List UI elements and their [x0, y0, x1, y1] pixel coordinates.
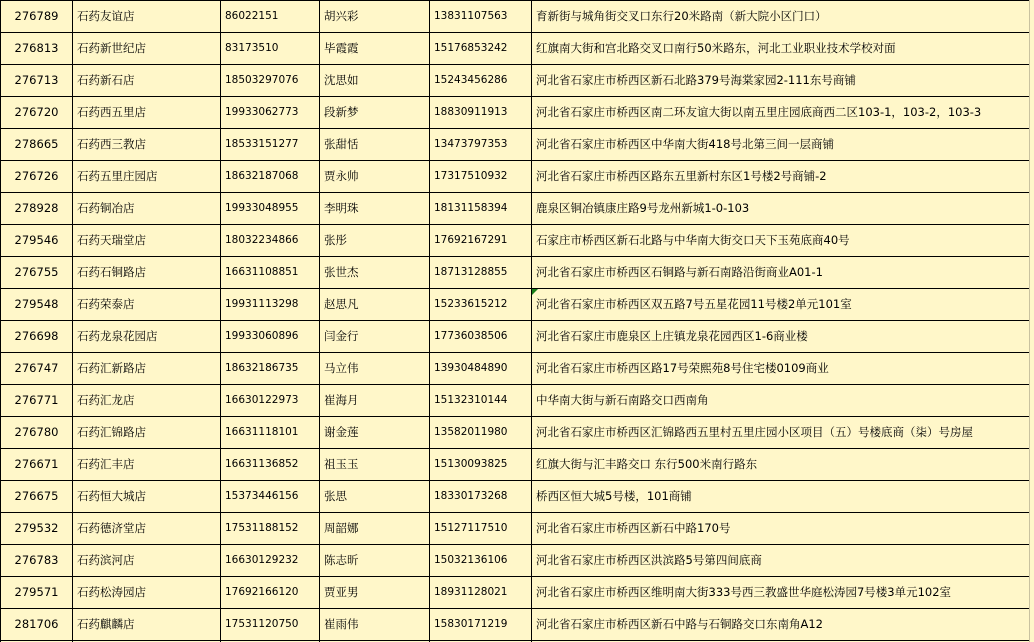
table-row	[1, 1, 1031, 33]
manager-name-cell[interactable]: 祖玉玉	[320, 449, 430, 481]
table-row	[1, 417, 1031, 449]
manager-name-cell[interactable]: 马立伟	[320, 353, 430, 385]
address-cell[interactable]: 河北省石家庄市桥西区路东五里新村东区1号楼2号商铺-2	[532, 161, 1031, 193]
table-row	[1, 33, 1031, 65]
store-phone-cell[interactable]: 18632187068	[221, 161, 320, 193]
manager-name-cell[interactable]: 赵思凡	[320, 289, 430, 321]
manager-mobile-cell[interactable]: 18931128021	[430, 577, 532, 609]
table-row	[1, 481, 1031, 513]
store-id-cell[interactable]: 276771	[1, 385, 73, 417]
store-id-cell[interactable]: 276726	[1, 161, 73, 193]
store-name-cell[interactable]: 石药松涛园店	[73, 577, 221, 609]
manager-mobile-cell[interactable]: 18713128855	[430, 257, 532, 289]
table-row	[1, 289, 1031, 321]
manager-name-cell[interactable]: 李明珠	[320, 193, 430, 225]
store-id-cell[interactable]: 279546	[1, 225, 73, 257]
manager-mobile-cell[interactable]: 15130093825	[430, 449, 532, 481]
store-phone-cell[interactable]: 17531120750	[221, 609, 320, 641]
store-name-cell[interactable]: 石药五里庄园店	[73, 161, 221, 193]
store-phone-cell[interactable]: 18032234866	[221, 225, 320, 257]
manager-name-cell[interactable]: 周韶娜	[320, 513, 430, 545]
store-id-cell[interactable]: 281706	[1, 609, 73, 641]
address-cell[interactable]: 育新街与城角街交叉口东行20米路南（新大院小区门口）	[532, 1, 1031, 33]
store-phone-cell[interactable]: 18533151277	[221, 129, 320, 161]
vertical-scrollbar[interactable]	[1029, 0, 1034, 642]
table-row	[1, 257, 1031, 289]
manager-mobile-cell[interactable]: 15176853242	[430, 33, 532, 65]
store-phone-cell[interactable]: 83173510	[221, 33, 320, 65]
store-phone-cell[interactable]: 19933062773	[221, 97, 320, 129]
manager-mobile-cell[interactable]: 17736038506	[430, 321, 532, 353]
manager-mobile-cell[interactable]: 15032136106	[430, 545, 532, 577]
table-row	[1, 65, 1031, 97]
store-name-cell[interactable]: 石药汇新路店	[73, 353, 221, 385]
store-id-cell[interactable]: 279532	[1, 513, 73, 545]
store-id-cell[interactable]: 276747	[1, 353, 73, 385]
store-phone-cell[interactable]: 16630122973	[221, 385, 320, 417]
table-row	[1, 97, 1031, 129]
store-name-cell[interactable]: 石药石铜路店	[73, 257, 221, 289]
store-phone-cell[interactable]: 16631108851	[221, 257, 320, 289]
manager-mobile-cell[interactable]: 13473797353	[430, 129, 532, 161]
manager-name-cell[interactable]: 张世杰	[320, 257, 430, 289]
store-id-cell[interactable]: 276675	[1, 481, 73, 513]
manager-name-cell[interactable]: 闫金行	[320, 321, 430, 353]
table-row	[1, 513, 1031, 545]
address-cell[interactable]: 鹿泉区铜冶镇康庄路9号龙州新城1-0-103	[532, 193, 1031, 225]
store-id-cell[interactable]: 276789	[1, 1, 73, 33]
address-cell[interactable]: 河北省石家庄市桥西区石铜路与新石南路沿街商业A01-1	[532, 257, 1031, 289]
store-id-cell[interactable]: 276813	[1, 33, 73, 65]
address-cell[interactable]: 河北省石家庄市桥西区新石中路与石铜路交口东南角A12	[532, 609, 1031, 641]
table-row	[1, 577, 1031, 609]
store-id-cell[interactable]: 278928	[1, 193, 73, 225]
manager-mobile-cell[interactable]: 18830911913	[430, 97, 532, 129]
address-cell[interactable]: 河北省石家庄市桥西区路17号荣熙苑8号住宅楼0109商业	[532, 353, 1031, 385]
store-name-cell[interactable]: 石药滨河店	[73, 545, 221, 577]
store-name-cell[interactable]: 石药西三教店	[73, 129, 221, 161]
store-id-cell[interactable]: 276698	[1, 321, 73, 353]
address-cell[interactable]: 河北省石家庄市桥西区南二环友谊大街以南五里庄园底商西二区103-1，103-2，103-3	[532, 97, 1031, 129]
manager-name-cell[interactable]: 陈志昕	[320, 545, 430, 577]
manager-name-cell[interactable]: 胡兴彩	[320, 1, 430, 33]
table-row	[1, 321, 1031, 353]
store-id-cell[interactable]: 276720	[1, 97, 73, 129]
address-cell[interactable]: 河北省石家庄市桥西区新石北路379号海棠家园2-111东号商铺	[532, 65, 1031, 97]
address-cell[interactable]: 中华南大街与新石南路交口西南角	[532, 385, 1031, 417]
store-name-cell[interactable]: 石药友谊店	[73, 1, 221, 33]
store-name-cell[interactable]: 石药汇丰店	[73, 449, 221, 481]
store-phone-cell[interactable]: 86022151	[221, 1, 320, 33]
store-name-cell[interactable]: 石药恒大城店	[73, 481, 221, 513]
store-phone-cell[interactable]: 16631136852	[221, 449, 320, 481]
address-cell[interactable]: 河北省石家庄市桥西区汇锦路西五里村五里庄园小区项目（五）号楼底商（柒）号房屋	[532, 417, 1031, 449]
address-cell[interactable]: 石家庄市桥西区新石北路与中华南大街交口天下玉苑底商40号	[532, 225, 1031, 257]
table-row	[1, 609, 1031, 641]
manager-mobile-cell[interactable]: 17692167291	[430, 225, 532, 257]
address-cell[interactable]: 桥西区恒大城5号楼，101商铺	[532, 481, 1031, 513]
table-row	[1, 161, 1031, 193]
address-cell[interactable]: 红旗大街与汇丰路交口 东行500米南行路东	[532, 449, 1031, 481]
manager-name-cell[interactable]: 贾亚男	[320, 577, 430, 609]
store-phone-cell[interactable]: 16630129232	[221, 545, 320, 577]
manager-mobile-cell[interactable]: 13582011980	[430, 417, 532, 449]
manager-name-cell[interactable]: 谢金莲	[320, 417, 430, 449]
store-id-cell[interactable]: 279548	[1, 289, 73, 321]
manager-mobile-cell[interactable]: 15127117510	[430, 513, 532, 545]
manager-name-cell[interactable]: 沈思如	[320, 65, 430, 97]
manager-name-cell[interactable]: 崔雨伟	[320, 609, 430, 641]
table-row	[1, 545, 1031, 577]
store-name-cell[interactable]: 石药汇龙店	[73, 385, 221, 417]
address-cell[interactable]: 河北省石家庄市桥西区双五路7号五星花园11号楼2单元101室	[532, 289, 1031, 321]
store-name-cell[interactable]: 石药天瑞堂店	[73, 225, 221, 257]
store-id-cell[interactable]: 276713	[1, 65, 73, 97]
store-id-cell[interactable]: 276755	[1, 257, 73, 289]
store-name-cell[interactable]: 石药铜冶店	[73, 193, 221, 225]
manager-mobile-cell[interactable]: 18131158394	[430, 193, 532, 225]
manager-mobile-cell[interactable]: 15233615212	[430, 289, 532, 321]
manager-name-cell[interactable]: 段新梦	[320, 97, 430, 129]
store-name-cell[interactable]: 石药新石店	[73, 65, 221, 97]
manager-mobile-cell[interactable]: 18330173268	[430, 481, 532, 513]
store-name-cell[interactable]: 石药荣泰店	[73, 289, 221, 321]
manager-name-cell[interactable]: 贾永帅	[320, 161, 430, 193]
address-cell[interactable]: 河北省石家庄市桥西区洪滨路5号第四间底商	[532, 545, 1031, 577]
store-name-cell[interactable]: 石药西五里店	[73, 97, 221, 129]
store-name-cell[interactable]: 石药新世纪店	[73, 33, 221, 65]
manager-name-cell[interactable]: 毕霞霞	[320, 33, 430, 65]
manager-mobile-cell[interactable]: 17317510932	[430, 161, 532, 193]
address-cell[interactable]: 河北省石家庄市鹿泉区上庄镇龙泉花园西区1-6商业楼	[532, 321, 1031, 353]
store-phone-cell[interactable]: 18632186735	[221, 353, 320, 385]
manager-mobile-cell[interactable]: 15243456286	[430, 65, 532, 97]
manager-name-cell[interactable]: 张彤	[320, 225, 430, 257]
store-phone-cell[interactable]: 17692166120	[221, 577, 320, 609]
address-cell[interactable]: 红旗南大街和宫北路交叉口南行50米路东，河北工业职业技术学校对面	[532, 33, 1031, 65]
manager-mobile-cell[interactable]: 15132310144	[430, 385, 532, 417]
store-phone-cell[interactable]: 15373446156	[221, 481, 320, 513]
store-id-cell[interactable]: 279571	[1, 577, 73, 609]
store-phone-cell[interactable]: 19931113298	[221, 289, 320, 321]
store-phone-cell[interactable]: 16631118101	[221, 417, 320, 449]
store-id-cell[interactable]: 276780	[1, 417, 73, 449]
address-cell[interactable]: 河北省石家庄市桥西区新石中路170号	[532, 513, 1031, 545]
store-phone-cell[interactable]: 17531188152	[221, 513, 320, 545]
cell-indicator-icon	[532, 289, 538, 295]
store-phone-cell[interactable]: 19933060896	[221, 321, 320, 353]
address-cell[interactable]: 河北省石家庄市桥西区中华南大街418号北第三间一层商铺	[532, 129, 1031, 161]
table-row	[1, 193, 1031, 225]
manager-name-cell[interactable]: 张甜恬	[320, 129, 430, 161]
store-name-cell[interactable]: 石药麒麟店	[73, 609, 221, 641]
table-row	[1, 449, 1031, 481]
store-name-cell[interactable]: 石药汇锦路店	[73, 417, 221, 449]
manager-mobile-cell[interactable]: 13930484890	[430, 353, 532, 385]
store-phone-cell[interactable]: 19933048955	[221, 193, 320, 225]
manager-mobile-cell[interactable]: 15830171219	[430, 609, 532, 641]
manager-mobile-cell[interactable]: 13831107563	[430, 1, 532, 33]
store-id-cell[interactable]: 276671	[1, 449, 73, 481]
store-name-cell[interactable]: 石药德济堂店	[73, 513, 221, 545]
table-row	[1, 353, 1031, 385]
store-id-cell[interactable]: 278665	[1, 129, 73, 161]
table-row	[1, 129, 1031, 161]
store-phone-cell[interactable]: 18503297076	[221, 65, 320, 97]
table-row	[1, 225, 1031, 257]
manager-name-cell[interactable]: 崔海月	[320, 385, 430, 417]
store-id-cell[interactable]: 276783	[1, 545, 73, 577]
store-name-cell[interactable]: 石药龙泉花园店	[73, 321, 221, 353]
manager-name-cell[interactable]: 张思	[320, 481, 430, 513]
address-cell[interactable]: 河北省石家庄市桥西区维明南大街333号西三教盛世华庭松涛园7号楼3单元102室	[532, 577, 1031, 609]
table-row	[1, 385, 1031, 417]
